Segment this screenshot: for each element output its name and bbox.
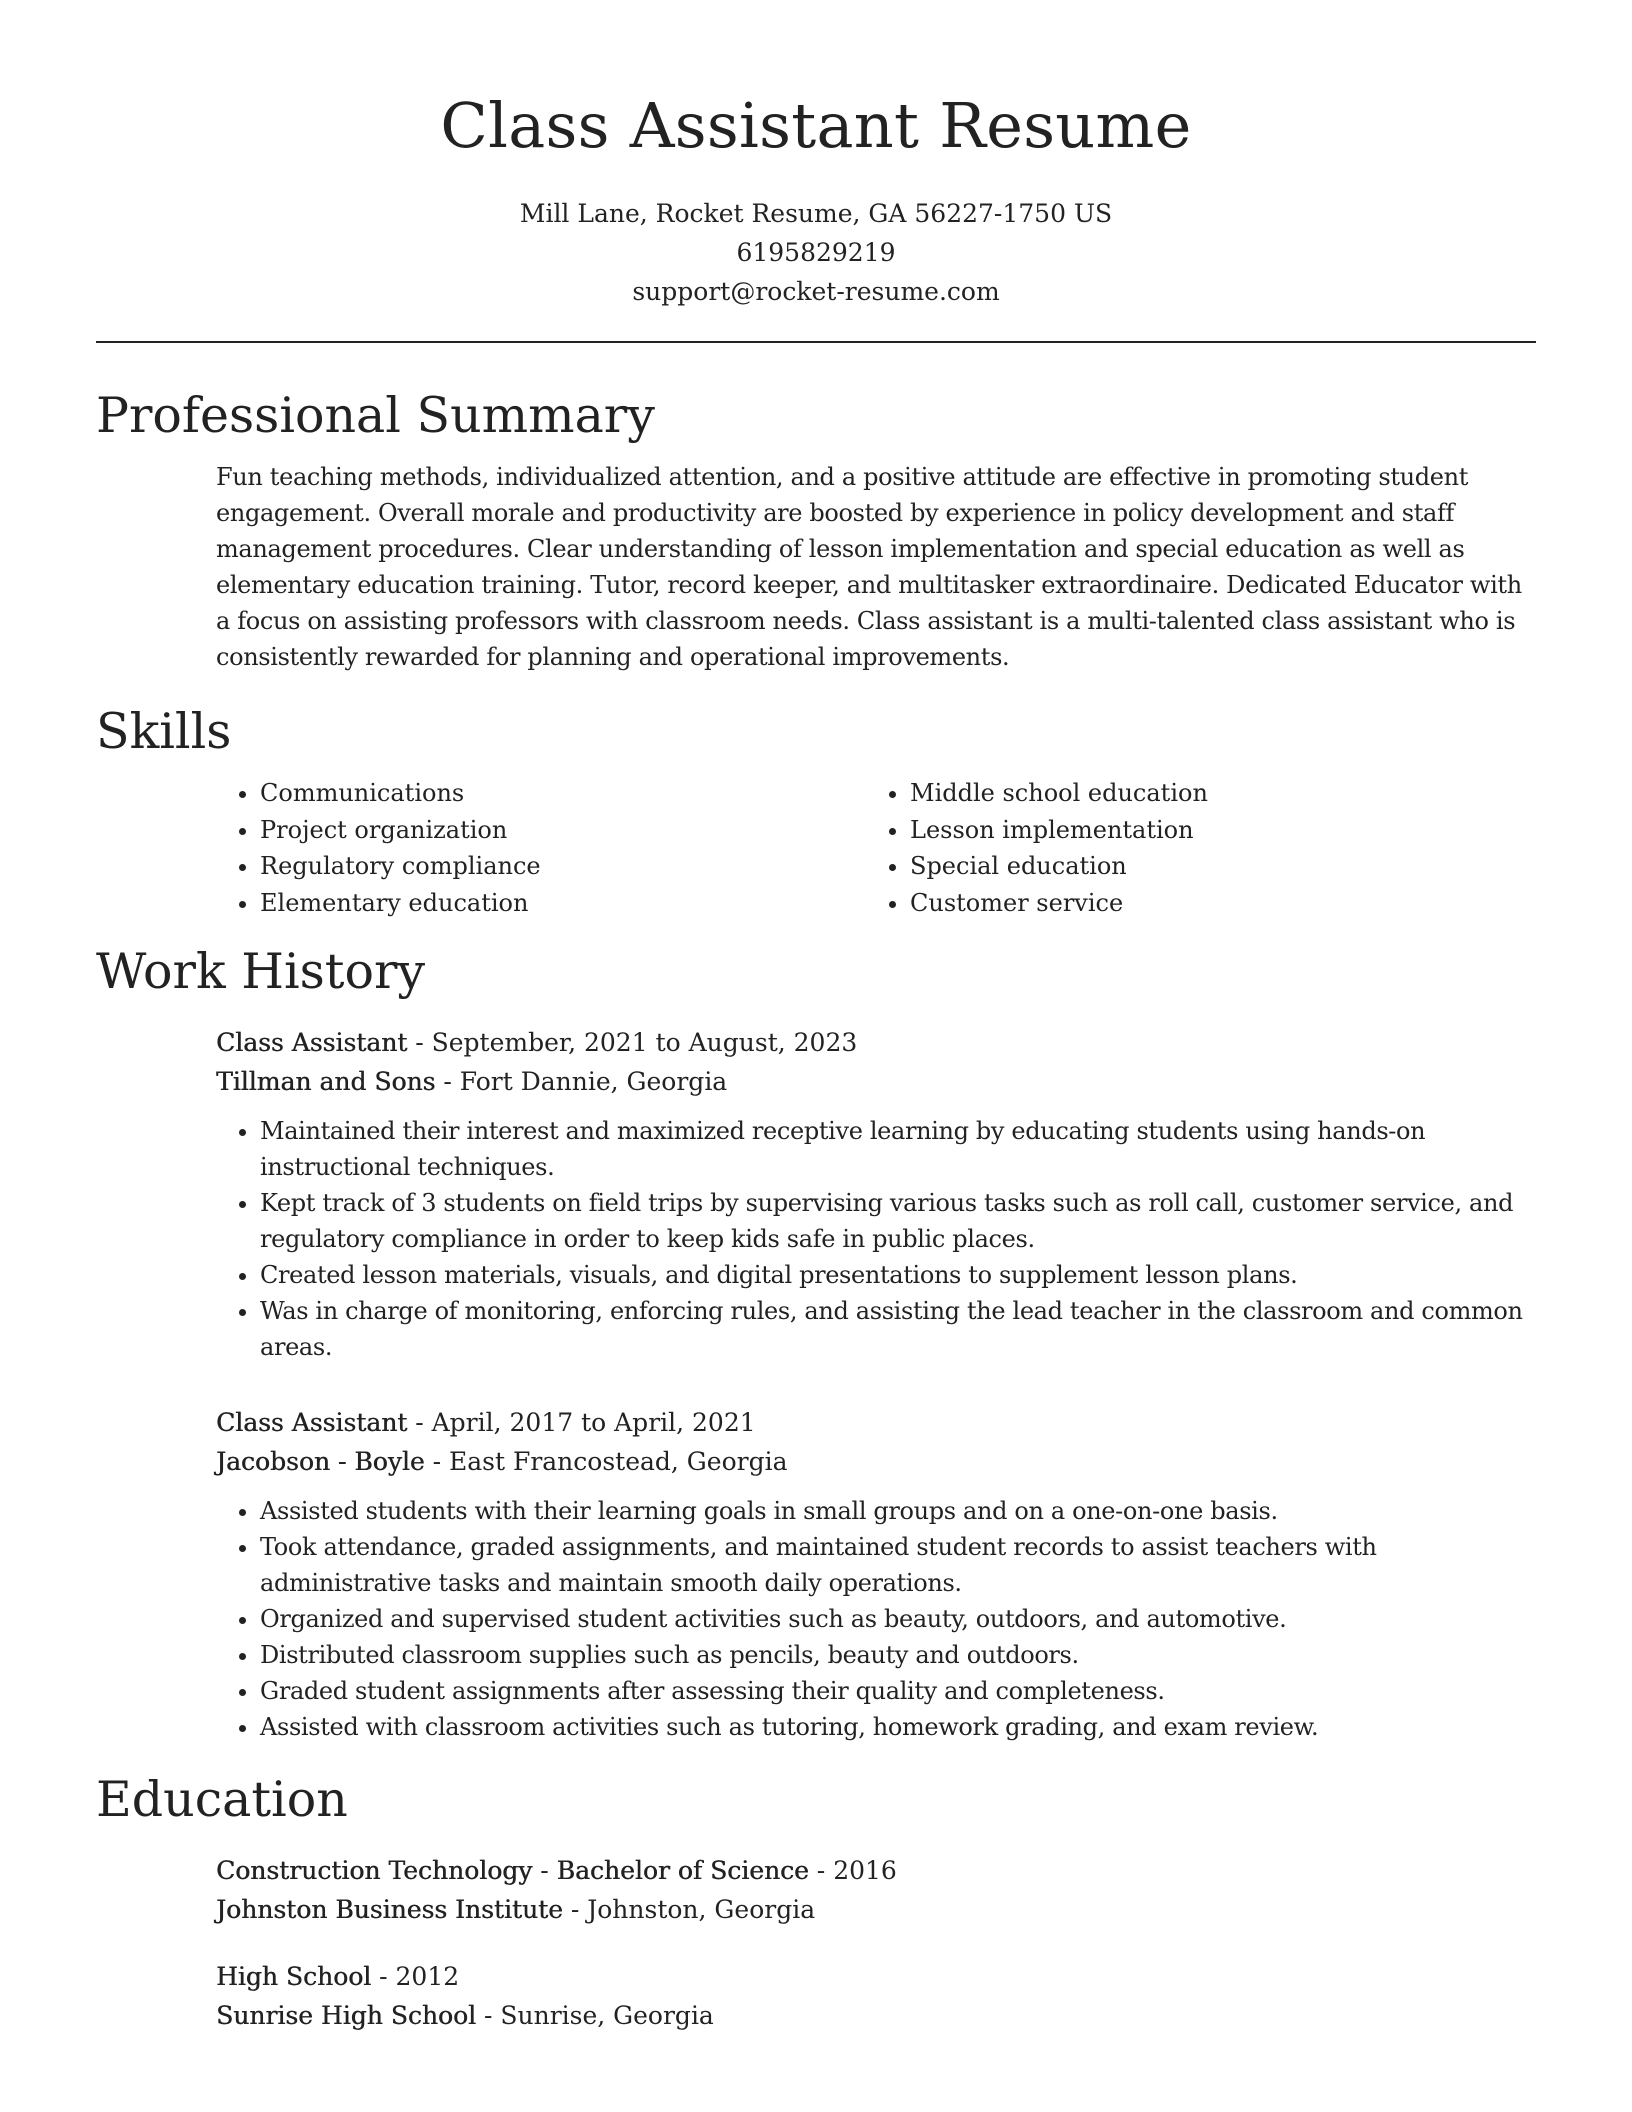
job-company: Tillman and Sons <box>216 1067 436 1096</box>
contact-block <box>96 194 1536 311</box>
address: Mill Lane, Rocket Resume, GA 56227-1750 US <box>519 199 1113 228</box>
job-bullet: • Assisted students with their learning goals in small groups and on a one-on-one basis. <box>260 1493 1536 1529</box>
job-bullets <box>216 1113 1536 1365</box>
job-location: East Francostead, Georgia <box>449 1447 788 1476</box>
job-dates: September, 2021 to August, 2023 <box>431 1028 858 1057</box>
job-bullet: • Was in charge of monitoring, enforcing rules, and assisting the lead teacher in the classroom and common areas. <box>260 1293 1536 1365</box>
school-location: Johnston, Georgia <box>587 1895 816 1924</box>
email: support@rocket-resume.com <box>632 277 1000 306</box>
job-bullet: • Distributed classroom supplies such as pencils, beauty and outdoors. <box>260 1637 1536 1673</box>
skills-columns <box>216 775 1536 921</box>
job-dates: April, 2017 to April, 2021 <box>431 1408 756 1437</box>
education-entry <box>216 1851 1536 1929</box>
skill-item: • Communications <box>260 775 866 812</box>
professional-summary-section <box>96 385 1536 675</box>
skill-item: • Project organization <box>260 812 866 849</box>
education-heading: Education <box>96 1771 348 1828</box>
skill-item: • Regulatory compliance <box>260 848 866 885</box>
job-bullet: • Assisted with classroom activities such as tutoring, homework grading, and exam review. <box>260 1709 1536 1745</box>
education-section <box>96 1769 1536 2035</box>
degree-line: High School - 2012 <box>216 1962 460 1991</box>
job-bullet: • Graded student assignments after assessing their quality and completeness. <box>260 1673 1536 1709</box>
skill-item: • Elementary education <box>260 885 866 922</box>
job-bullet: • Organized and supervised student activities such as beauty, outdoors, and automotive. <box>260 1601 1536 1637</box>
skills-section <box>96 701 1536 921</box>
job-title-line: Class Assistant - April, 2017 to April, 2021 <box>216 1408 756 1437</box>
job-entry <box>216 1023 1536 1365</box>
skills-heading: Skills <box>96 703 232 760</box>
degree-type: Bachelor of Science <box>556 1856 809 1885</box>
job-company-line: Jacobson - Boyle - East Francostead, Georgia <box>216 1447 788 1476</box>
skill-item: • Lesson implementation <box>910 812 1516 849</box>
job-title-line: Class Assistant - September, 2021 to August, 2023 <box>216 1028 858 1057</box>
job-location: Fort Dannie, Georgia <box>459 1067 728 1096</box>
skill-item: • Special education <box>910 848 1516 885</box>
job-bullet: • Created lesson materials, visuals, and digital presentations to supplement lesson plans. <box>260 1257 1536 1293</box>
header-divider <box>96 341 1536 343</box>
job-role: Class Assistant <box>216 1028 408 1057</box>
education-entry <box>216 1957 1536 2035</box>
degree-line: Construction Technology - Bachelor of Science - 2016 <box>216 1856 897 1885</box>
job-bullet: • Kept track of 3 students on field trips by supervising various tasks such as roll call, customer service, and regulatory compliance in order to keep kids safe in public places. <box>260 1185 1536 1257</box>
resume-title: Class Assistant Resume <box>440 89 1192 162</box>
school-name: Sunrise High School <box>216 2001 477 2030</box>
school-line: Sunrise High School - Sunrise, Georgia <box>216 2001 714 2030</box>
phone: 6195829219 <box>736 238 896 267</box>
degree-year: 2016 <box>833 1856 897 1885</box>
skill-item: • Customer service <box>910 885 1516 922</box>
skill-item: • Middle school education <box>910 775 1516 812</box>
work-history-heading: Work History <box>96 943 426 1000</box>
school-name: Johnston Business Institute <box>216 1895 563 1924</box>
job-bullet: • Took attendance, graded assignments, and maintained student records to assist teachers with administrative tasks and maintain smooth daily operations. <box>260 1529 1536 1601</box>
job-bullets <box>216 1493 1536 1745</box>
school-line: Johnston Business Institute - Johnston, Georgia <box>216 1895 816 1924</box>
degree-year: 2012 <box>395 1962 460 1991</box>
job-company-line: Tillman and Sons - Fort Dannie, Georgia <box>216 1067 728 1096</box>
degree-field: High School <box>216 1962 372 1991</box>
job-company: Jacobson - Boyle <box>216 1447 425 1476</box>
job-role: Class Assistant <box>216 1408 408 1437</box>
summary-heading: Professional Summary <box>96 387 655 444</box>
summary-text: Fun teaching methods, individualized attention, and a positive attitude are effective in promoting student engagement. Overall morale and productivity are boosted by experience in policy development and staff management procedures. Clear understanding of lesson implementation and special education as well as elementary education training. Tutor, record keeper, and multitasker extraordinaire. Dedicated Educator with a focus on assisting professors with classroom needs. Class assistant is a multi-talented class assistant who is consistently rewarded for planning and operational improvements. <box>216 463 1522 671</box>
school-location: Sunrise, Georgia <box>500 2001 714 2030</box>
resume-header <box>96 0 1536 311</box>
work-history-section <box>96 941 1536 1745</box>
job-entry <box>216 1403 1536 1745</box>
degree-field: Construction Technology <box>216 1856 533 1885</box>
skills-right-list <box>866 775 1516 921</box>
skills-left-list <box>216 775 866 921</box>
job-bullet: • Maintained their interest and maximized receptive learning by educating students using hands-on instructional techniques. <box>260 1113 1536 1185</box>
